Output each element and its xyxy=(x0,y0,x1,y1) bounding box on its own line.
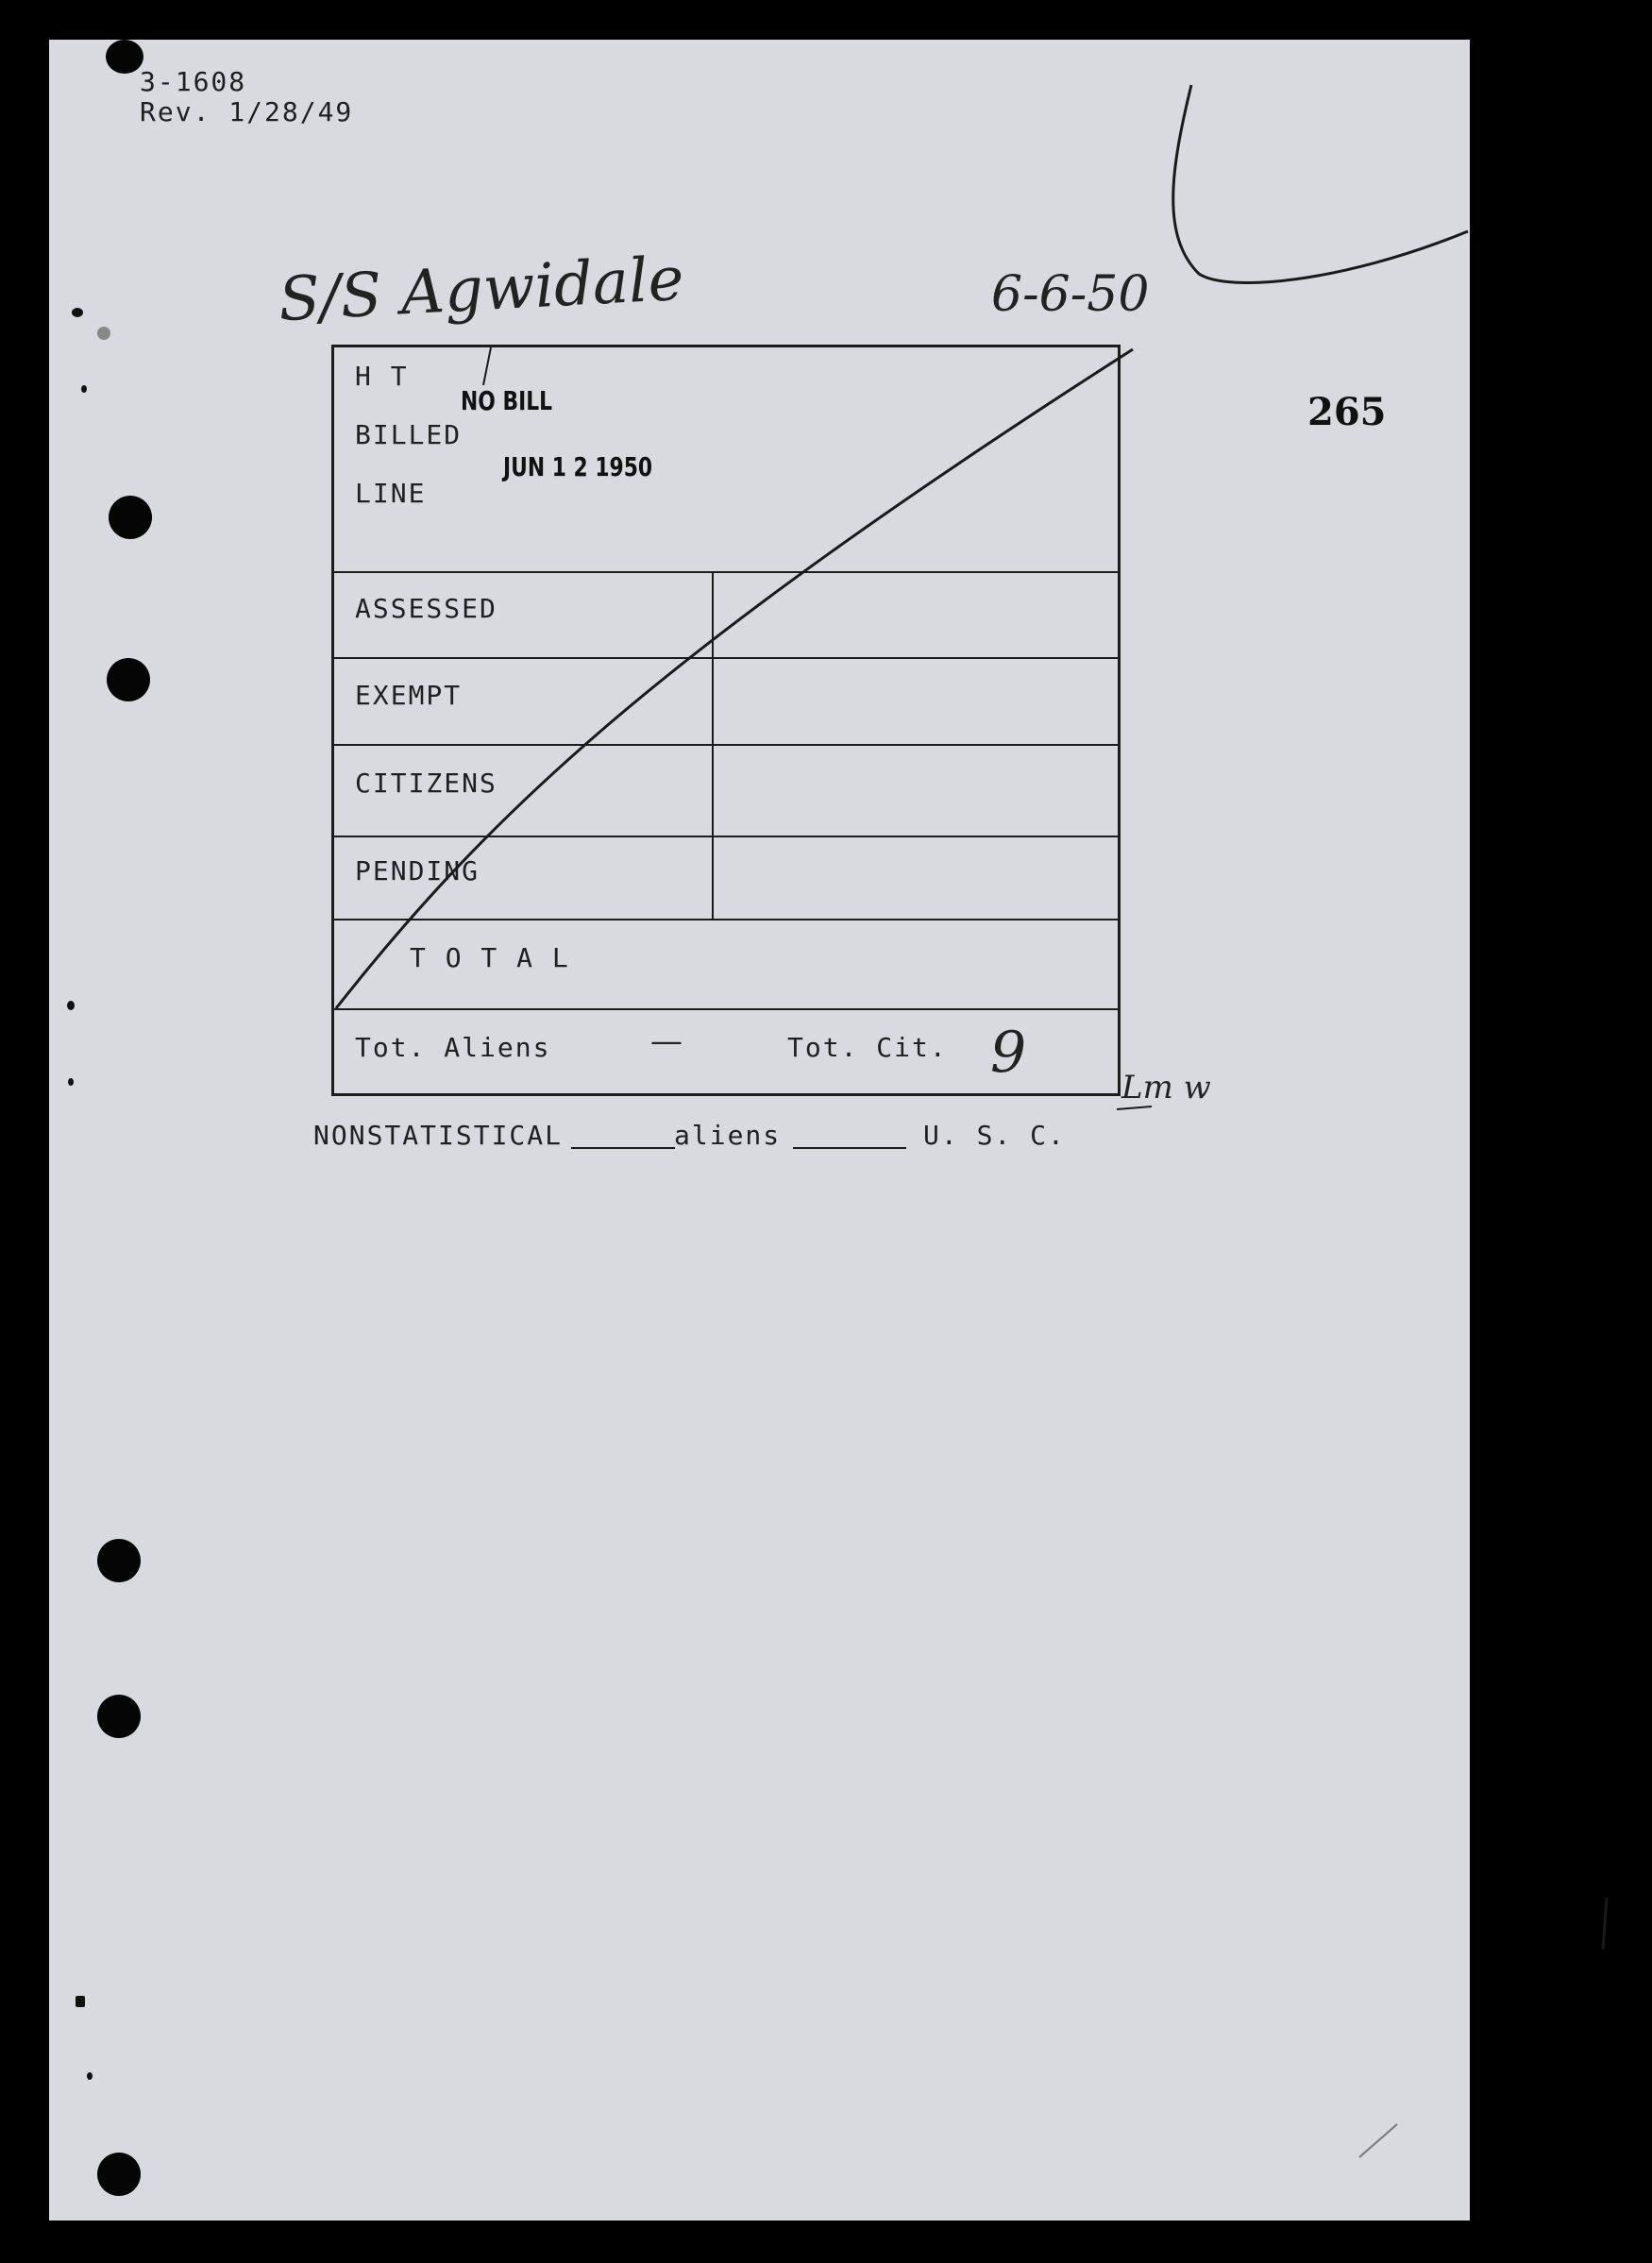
vessel-date: 6-6-50 xyxy=(991,266,1150,323)
serial-number: 265 xyxy=(1307,390,1387,434)
tot-cit-value: 9 xyxy=(990,1020,1027,1086)
faint-mark xyxy=(1359,2124,1397,2157)
stamp-date: JUN 1 2 1950 xyxy=(503,451,653,482)
row-exempt: EXEMPT xyxy=(355,680,463,711)
initial-hook xyxy=(1117,1106,1152,1109)
row-assessed: ASSESSED xyxy=(355,593,497,624)
row-citizens: CITIZENS xyxy=(355,768,497,799)
margin-check-mark xyxy=(1173,85,1468,283)
tot-aliens-label: Tot. Aliens xyxy=(355,1032,551,1063)
aliens-label: aliens xyxy=(674,1120,782,1151)
tot-cit-label: Tot. Cit. xyxy=(787,1032,948,1063)
edge-tick xyxy=(1603,1898,1607,1950)
vessel-name: S/S Agwidale xyxy=(277,244,686,336)
row-pending: PENDING xyxy=(355,855,480,887)
no-bill-stamp: NO BILL xyxy=(461,385,553,416)
total-label: T O T A L xyxy=(410,942,570,973)
label-line: LINE xyxy=(355,478,427,509)
form-revision: Rev. 1/28/49 xyxy=(140,96,354,127)
label-billed: BILLED xyxy=(355,419,463,450)
ht-tick-mark xyxy=(483,347,491,385)
initials: Lm w xyxy=(1121,1069,1211,1106)
tot-aliens-value: — xyxy=(650,1022,683,1060)
nonstatistical-label: NONSTATISTICAL xyxy=(313,1120,564,1151)
label-ht: H T xyxy=(355,361,409,392)
diagonal-cross-out-line xyxy=(336,349,1133,1008)
usc-label: U. S. C. xyxy=(923,1120,1066,1151)
form-number: 3-1608 xyxy=(140,66,247,97)
